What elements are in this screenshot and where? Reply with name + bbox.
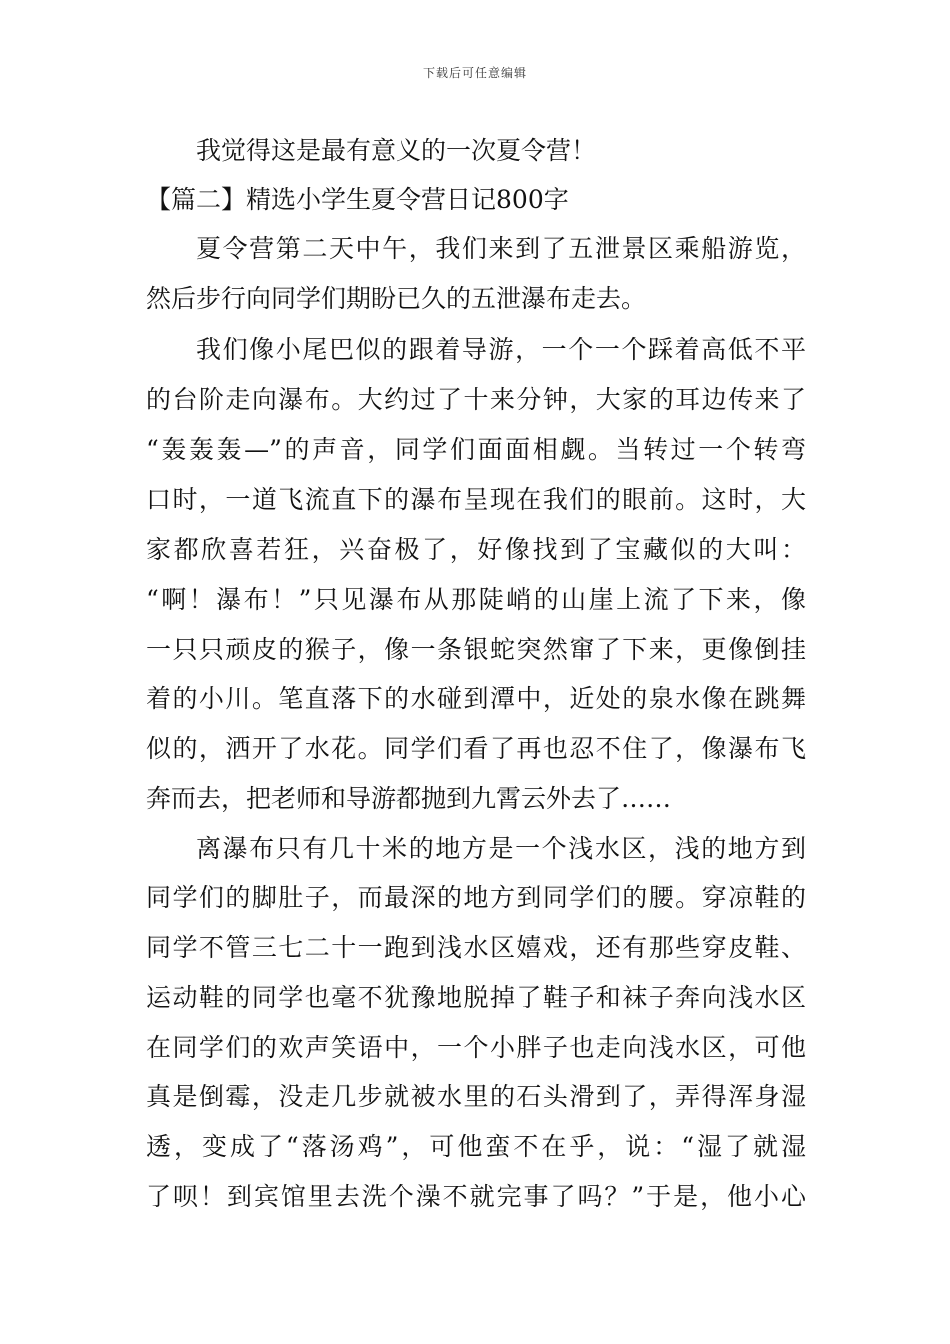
paragraph-line: 了呗！到宾馆里去洗个澡不就完事了吗？”于是，他小心: [146, 1182, 806, 1211]
paragraph-line: 同学不管三七二十一跑到浅水区嬉戏，还有那些穿皮鞋、: [146, 933, 806, 962]
paragraph-line: “轰轰轰—”的声音，同学们面面相觑。当转过一个转弯: [146, 435, 806, 464]
paragraph-line: 家都欣喜若狂，兴奋极了，好像找到了宝藏似的大叫：: [146, 535, 806, 564]
paragraph-line: 然后步行向同学们期盼已久的五泄瀑布走去。: [146, 284, 647, 313]
paragraph-line: 一只只顽皮的猴子，像一条银蛇突然窜了下来，更像倒挂: [146, 635, 806, 664]
paragraph-line: 同学们的脚肚子，而最深的地方到同学们的腰。穿凉鞋的: [146, 883, 806, 912]
paragraph-line: 似的，洒开了水花。同学们看了再也忍不住了，像瀑布飞: [146, 734, 806, 763]
paragraph-line: 在同学们的欢声笑语中，一个小胖子也走向浅水区，可他: [146, 1033, 806, 1062]
page-header: 下载后可任意编辑: [422, 66, 527, 80]
paragraph-line: 口时，一道飞流直下的瀑布呈现在我们的眼前。这时，大: [146, 485, 806, 514]
paragraph-line: 的台阶走向瀑布。大约过了十来分钟，大家的耳边传来了: [146, 385, 806, 414]
paragraph-line: 着的小川。笔直落下的水碰到潭中，近处的泉水像在跳舞: [146, 684, 806, 713]
paragraph-line: 运动鞋的同学也毫不犹豫地脱掉了鞋子和袜子奔向浅水区: [146, 983, 806, 1012]
paragraph-line: 我觉得这是最有意义的一次夏令营！: [196, 136, 597, 165]
paragraph-line: 夏令营第二天中午，我们来到了五泄景区乘船游览，: [196, 234, 806, 263]
paragraph-line: 离瀑布只有几十米的地方是一个浅水区，浅的地方到: [196, 834, 806, 863]
paragraph-line: 透，变成了“落汤鸡”，可他蛮不在乎，说：“湿了就湿: [146, 1132, 806, 1161]
paragraph-line: “啊！瀑布！”只见瀑布从那陡峭的山崖上流了下来，像: [146, 585, 806, 614]
paragraph-line: 真是倒霉，没走几步就被水里的石头滑到了，弄得浑身湿: [146, 1082, 806, 1111]
paragraph-line: 我们像小尾巴似的跟着导游，一个一个踩着高低不平: [196, 335, 806, 364]
section-heading: 【篇二】精选小学生夏令营日记800字: [146, 185, 569, 214]
paragraph-line: 奔而去，把老师和导游都抛到九霄云外去了……: [146, 784, 672, 813]
